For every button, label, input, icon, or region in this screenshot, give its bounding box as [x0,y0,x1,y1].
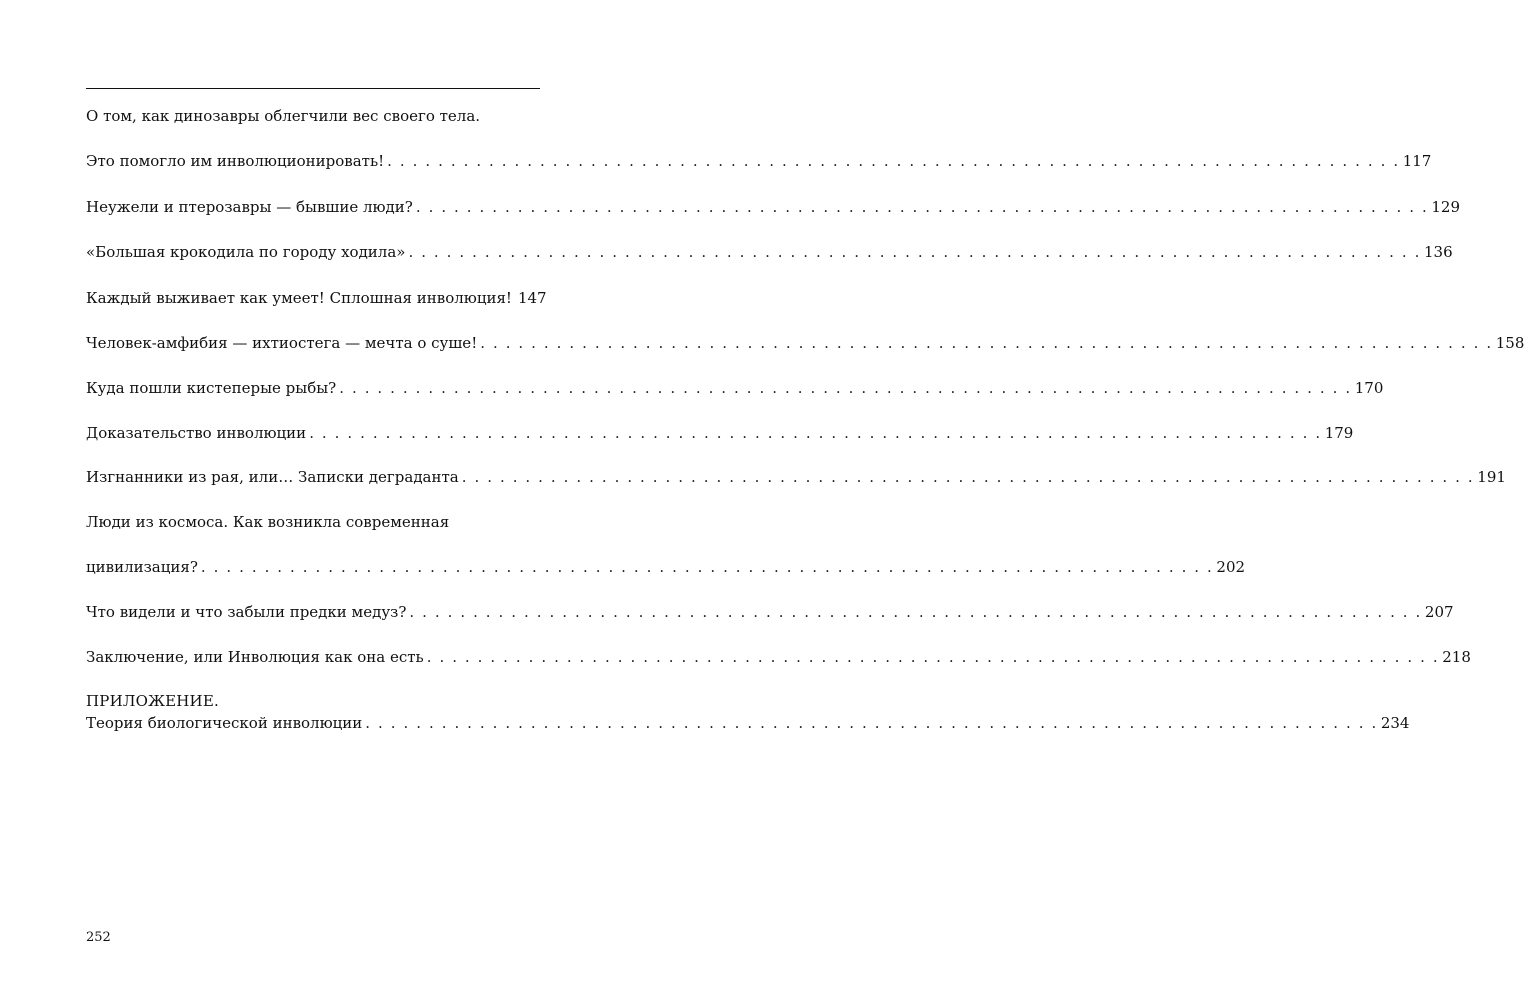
toc-dot-leader: . . . . . . . . . . . . . . . . . . . . . . . . . . . . . . . . . . . . . . . . . . . . . . . . . . . . . . . . . . . . . . . . . . . . . . . . . . . . . . . . [415,198,1429,216]
toc-entry [86,645,1471,669]
toc-entry-title: Это помогло им инволюционировать! [86,152,385,170]
top-rule [86,88,540,89]
toc-entry-title: «Большая крокодила по городу ходила» [86,243,406,261]
toc-line-text: Люди из космоса. Как возникла современная [86,513,450,531]
toc-entry [86,376,1384,400]
toc-entry-title: Теория биологической инволюции [86,714,363,732]
toc-entry-title: Куда пошли кистеперые рыбы? [86,379,337,397]
toc-entry-title: Каждый выживает как умеет! Сплошная инволюция! [86,289,512,307]
toc-dot-leader: . . . . . . . . . . . . . . . . . . . . . . . . . . . . . . . . . . . . . . . . . . . . . . . . . . . . . . . . . . . . . . . . . . . . . . . . . . . . . . . . [200,558,1214,576]
toc-dot-leader: . . . . . . . . . . . . . . . . . . . . . . . . . . . . . . . . . . . . . . . . . . . . . . . . . . . . . . . . . . . . . . . . . . . . . . . . . . . . . . . . [461,468,1475,486]
toc-dot-leader: . . . . . . . . . . . . . . . . . . . . . . . . . . . . . . . . . . . . . . . . . . . . . . . . . . . . . . . . . . . . . . . . . . . . . . . . . . . . . . . . [339,379,1352,397]
toc-dot-leader: . . . . . . . . . . . . . . . . . . . . . . . . . . . . . . . . . . . . . . . . . . . . . . . . . . . . . . . . . . . . . . . . . . . . . . . . . . . . . . . . [387,152,1400,170]
toc-dot-leader: . . . . . . . . . . . . . . . . . . . . . . . . . . . . . . . . . . . . . . . . . . . . . . . . . . . . . . . . . . . . . . . . . . . . . . . . . . . . . . . . [309,424,1322,442]
toc-entry-page: 207 [1424,603,1454,621]
toc-dot-leader: . . . . . . . . . . . . . . . . . . . . . . . . . . . . . . . . . . . . . . . . . . . . . . . . . . . . . . . . . . . . . . . . . . . . . . . . . . . . . . . . [409,603,1422,621]
toc-entry-title: Человек-амфибия — ихтиостега — мечта о суше! [86,334,478,352]
toc-entry-title: цивилизация? [86,558,198,576]
toc-entry-title: Что видели и что забыли предки медуз? [86,603,407,621]
toc-entry-title: Неужели и птерозавры — бывшие люди? [86,198,413,216]
toc-entry-page: 191 [1477,468,1506,486]
toc-entry-page: 202 [1216,558,1246,576]
toc-entry-page: 234 [1380,714,1410,732]
toc-line-intro [86,104,540,128]
toc-entry-title: Заключение, или Инволюция как она есть [86,648,424,666]
toc-entry-page: 136 [1423,243,1453,261]
toc-entry-page: 117 [1402,152,1432,170]
toc-entry [86,600,1454,624]
toc-entry-page: 158 [1495,334,1524,352]
toc-entry-page: 170 [1354,379,1384,397]
toc-entry [86,195,1461,219]
toc-entry [86,331,1524,355]
toc-entry [86,240,1453,264]
appendix-heading [86,689,540,713]
toc-line-text: О том, как динозавры облегчили вес своего тела. [86,107,481,125]
page-number: 252 [86,930,111,945]
toc-dot-leader: . . . . . . . . . . . . . . . . . . . . . . . . . . . . . . . . . . . . . . . . . . . . . . . . . . . . . . . . . . . . . . . . . . . . . . . . . . . . . . . . [365,714,1378,732]
toc-entry-page: 129 [1431,198,1461,216]
toc-entry-page: 218 [1442,648,1471,666]
toc-entry-page: 147 [517,289,547,307]
toc-entry [86,465,1506,489]
toc-entry-appendix [86,711,1410,735]
toc-entry-title: Доказательство инволюции [86,424,307,442]
toc-entry [86,149,1432,173]
toc-line-cosmos [86,510,540,534]
toc-entry [86,555,1246,579]
toc-entry [86,286,547,310]
toc-entry-page: 179 [1324,424,1354,442]
toc-entry-title: Изгнанники из рая, или… Записки деградантa [86,468,459,486]
toc-dot-leader: . . . . . . . . . . . . . . . . . . . . . . . . . . . . . . . . . . . . . . . . . . . . . . . . . . . . . . . . . . . . . . . . . . . . . . . . . . . . . . . . [408,243,1421,261]
toc-dot-leader: . . . . . . . . . . . . . . . . . . . . . . . . . . . . . . . . . . . . . . . . . . . . . . . . . . . . . . . . . . . . . . . . . . . . . . . . . . . . . . . . [426,648,1440,666]
toc-entry [86,421,1354,445]
toc-dot-leader: . . . . . . . . . . . . . . . . . . . . . . . . . . . . . . . . . . . . . . . . . . . . . . . . . . . . . . . . . . . . . . . . . . . . . . . . . . . . . . . . [480,334,1493,352]
appendix-heading-text: ПРИЛОЖЕНИЕ. [86,692,219,710]
